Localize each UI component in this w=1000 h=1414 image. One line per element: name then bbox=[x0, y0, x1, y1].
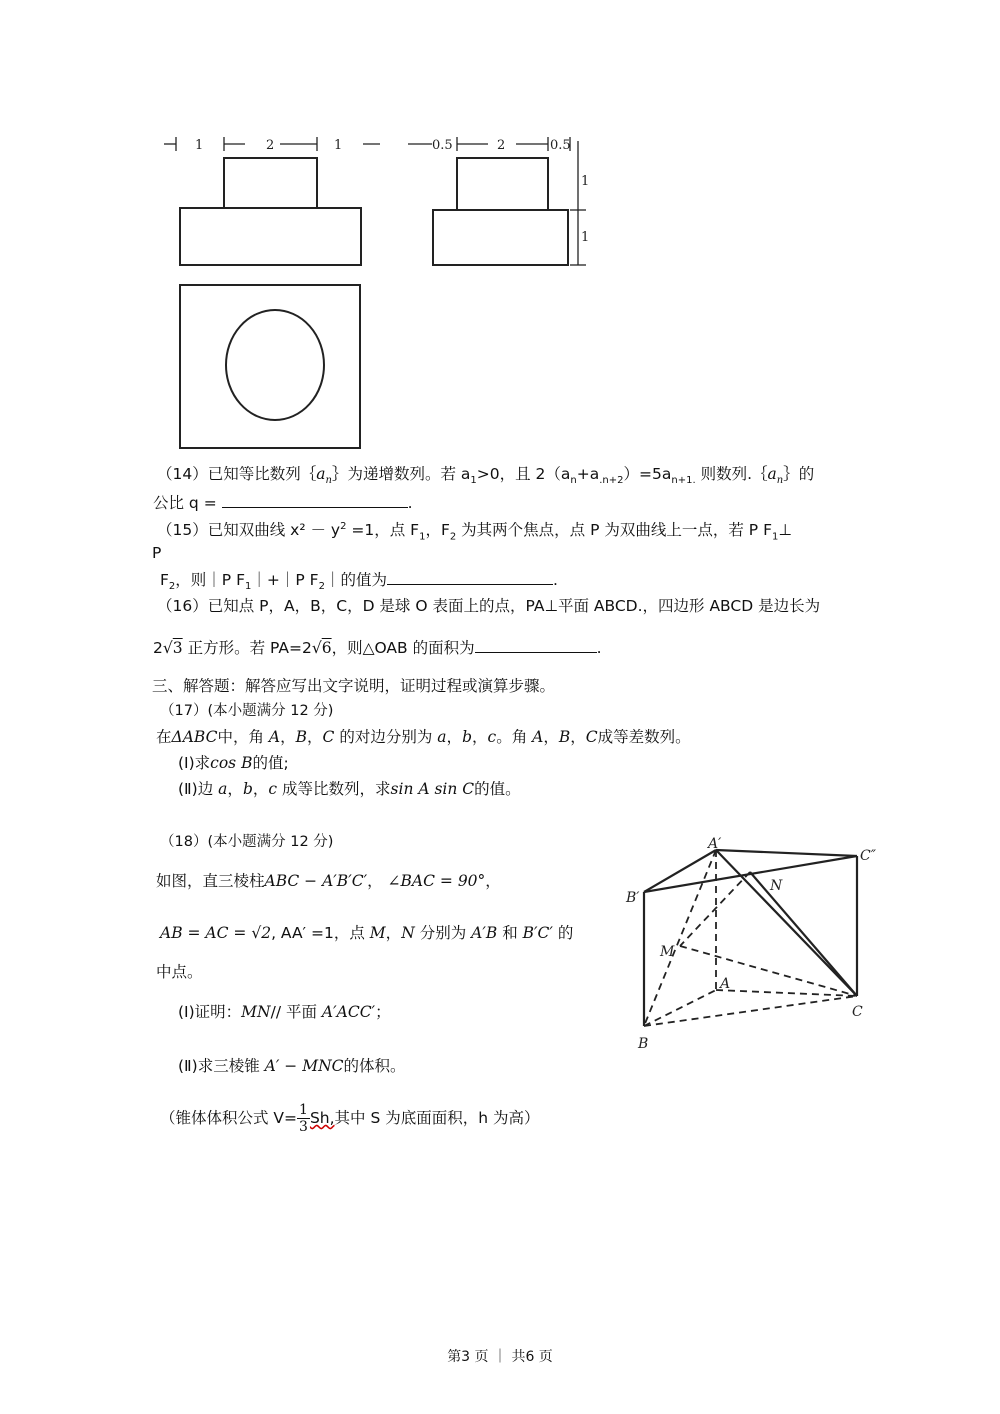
q17-header: （17）(本小题满分 12 分) bbox=[160, 703, 334, 719]
q18-formula: （锥体体积公式 V= $\frac{1}{3}$ Sh,其中 S 为底面面积，h 为高） bbox=[160, 1102, 540, 1135]
q14-line2: 公比 q = . bbox=[153, 491, 413, 514]
front-view-top-block bbox=[224, 158, 317, 208]
q18-part2: (Ⅱ)求三棱锥 A′ − MNC的体积。 bbox=[178, 1057, 406, 1075]
q14-line1: （14）已知等比数列$\{a_n\}$为递增数列。若 $a_1>0$，且 $2(a_n+a_{.n+2})=5a_{n+1.}$ 则数列$.\{a_n\}$的 bbox=[157, 465, 815, 487]
dim-vertical-2: 1 bbox=[581, 230, 590, 245]
dim-side-2: 2 bbox=[497, 138, 506, 153]
label-B-prime: B′ bbox=[626, 890, 640, 906]
q18-header: （18）(本小题满分 12 分) bbox=[160, 834, 334, 850]
q16-line1: （16）已知点 P，A，B，C，D 是球 O 表面上的点，PA⊥平面 ABCD.，四边形 ABCD 是边长为 bbox=[157, 597, 821, 615]
q14-answer-blank[interactable] bbox=[222, 491, 408, 508]
q18-line3: 中点。 bbox=[156, 963, 203, 981]
side-view-base bbox=[433, 210, 568, 265]
q18-line2: AB = AC = √2, AA′ =1，点 M，N 分别为 A′B 和 B′C′ 的 bbox=[160, 924, 574, 942]
label-B: B bbox=[638, 1036, 649, 1052]
q16-answer-blank[interactable] bbox=[475, 636, 597, 653]
label-C: C bbox=[852, 1004, 863, 1020]
q17-part1: (Ⅰ)求cos B的值; bbox=[178, 754, 289, 772]
dim-side-05b: 0.5 bbox=[550, 138, 571, 153]
label-A-prime: A′ bbox=[708, 836, 722, 852]
q17-stem: 在ΔABC中，角 A，B，C 的对边分别为 a，b，c。角 A，B，C成等差数列。 bbox=[156, 728, 691, 746]
label-A: A bbox=[720, 976, 731, 992]
label-M: M bbox=[660, 944, 675, 960]
dim-front-1b: 1 bbox=[334, 138, 343, 153]
q18-part1: (Ⅰ)证明：MN// 平面 A′ACC′； bbox=[178, 1003, 391, 1021]
top-view-circle bbox=[226, 310, 324, 420]
front-view-base bbox=[180, 208, 361, 265]
q15-line1: （15）已知双曲线 $x^2 - y^2 =1$，点 $F_1$，$F_2$ 为其两个焦点，点 P 为双曲线上一点，若 P $F_1\perp$ bbox=[157, 521, 792, 543]
section3-heading: 三、解答题：解答应写出文字说明，证明过程或演算步骤。 bbox=[152, 677, 556, 695]
q15-answer-blank[interactable] bbox=[387, 568, 553, 585]
three-view-drawing bbox=[150, 125, 610, 460]
q15-line2: P bbox=[152, 544, 162, 562]
page-footer: 第3 页 ｜ 共6 页 bbox=[447, 1349, 553, 1365]
side-view-top-block bbox=[457, 158, 548, 210]
prism-figure bbox=[620, 836, 890, 1058]
q15-line3: $F_2$，则｜P $F_1|+|P$ $F_2|$的值为 . bbox=[160, 568, 558, 598]
one-third-fraction: $\frac{1}{3}$ bbox=[299, 1102, 308, 1135]
q18-line1: 如图，直三棱柱ABC − A′B′C′， ∠BAC = 90°， bbox=[156, 872, 501, 890]
q17-part2: (Ⅱ)边 a，b，c 成等比数列，求sin A sin C的值。 bbox=[178, 780, 521, 798]
dim-side-05a: 0.5 bbox=[432, 138, 453, 153]
label-N: N bbox=[770, 878, 783, 894]
dim-front-2: 2 bbox=[266, 138, 275, 153]
dim-front-1: 1 bbox=[195, 138, 204, 153]
label-C-prime: C″ bbox=[860, 848, 876, 864]
q16-line2: 2√3 正方形。若 PA=2√6，则△OAB 的面积为 . bbox=[153, 636, 602, 659]
dim-vertical-1: 1 bbox=[581, 174, 590, 189]
